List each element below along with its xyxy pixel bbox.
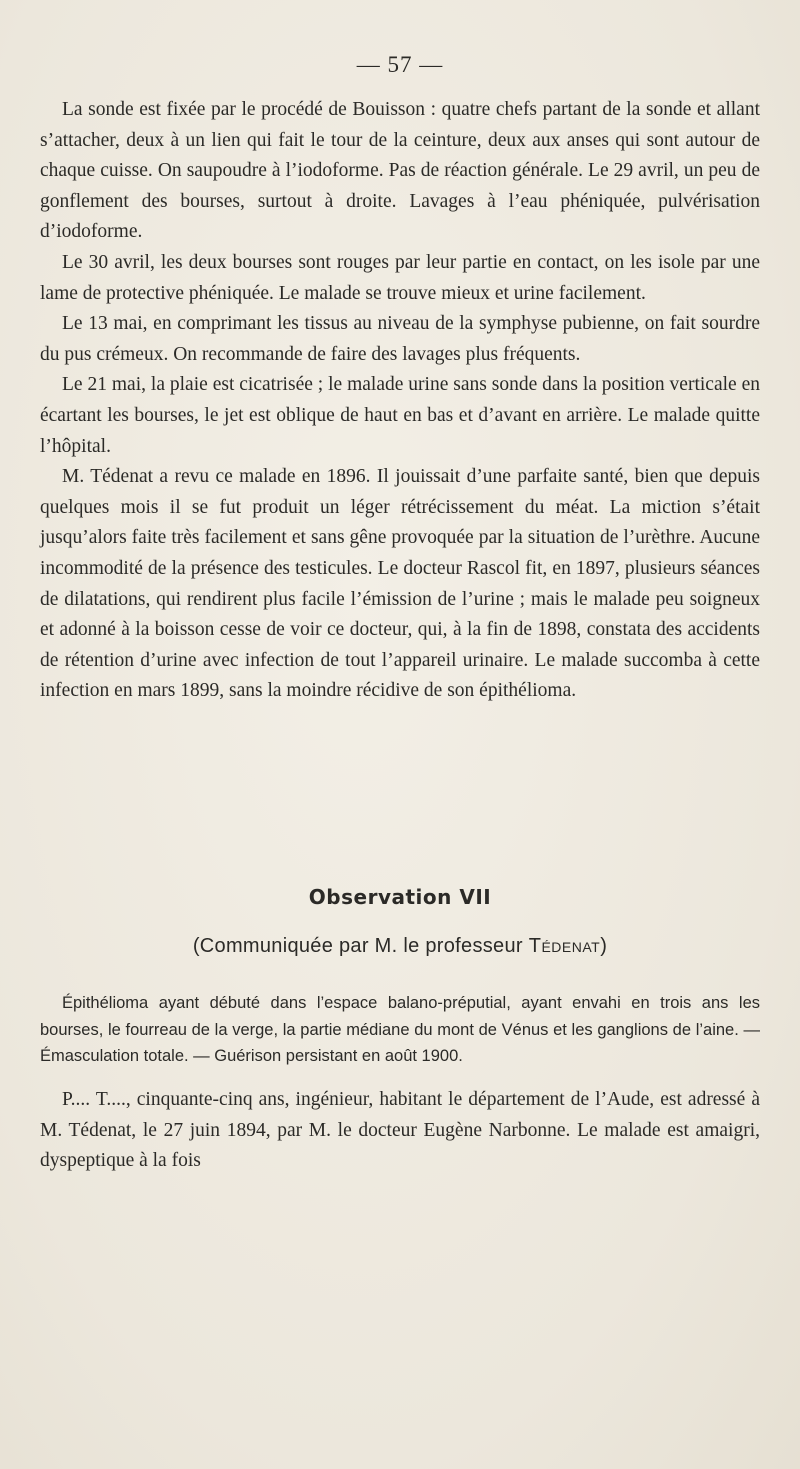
paragraph-patient-intro: P.... T...., cinquante-cinq ans, ingénieur, habitant le département de l’Aude, est adressé à M. Tédenat, le 27 juin 1894, par M. le docteur Eugène Narbonne. Le malade est amaigri, dyspeptique à la fois <box>40 1089 760 1172</box>
observation-title: Observation VII <box>308 885 492 909</box>
paragraph-21-mai: Le 21 mai, la plaie est cicatrisée ; le malade urine sans sonde dans la position verticale en écartant les bourses, le jet est oblique de haut en bas et d’avant en arrière. Le malade quitte l’hôpital. <box>40 374 760 457</box>
page-number: — 57 — <box>356 52 444 77</box>
paragraph-13-mai: Le 13 mai, en comprimant les tissus au niveau de la symphyse pubienne, on fait sourdre du pus crémeux. On recommande de faire des lavages plus fréquents. <box>40 313 760 365</box>
communicated-suffix: ) <box>600 935 608 957</box>
paragraph-30-avril: Le 30 avril, les deux bourses sont rouges par leur partie en contact, on les isole par une lame de protective phéniquée. Le malade se trouve mieux et urine facilement. <box>40 251 760 304</box>
body-text <box>40 95 760 707</box>
paragraph-tedenat-revu: M. Tédenat a revu ce malade en 1896. Il jouissait d’une parfaite santé, bien que depuis quelques mois il se fut produit un léger rétrécissement du méat. La miction s’était jusqu’alors faite très facilement et sans gêne provoquée par la situation de l’urèthre. Aucune incommodité de la présence des testicules. Le docteur Rascol fit, en 1897, plusieurs séances de dilatations, qui rendirent plus facile l’émission de l’urine ; mais le malade peu soigneux et adonné à la boisson cesse de voir ce docteur, qui, à la fin de 1898, constata des accidents de rétention d’urine avec infection de tout l’appareil urinaire. Le malade succomba à cette infection en mars 1899, sans la moindre récidive de son épithélioma. <box>40 466 760 702</box>
observation-summary: Épithélioma ayant débuté dans l’espace balano-préputial, ayant envahi en trois ans les bourses, le fourreau de la verge, la partie médiane du mont de Vénus et les ganglions de l’aine. — Émasculation totale. — Guérison persistant en août 1900. <box>40 994 760 1065</box>
communicated-name: Tédenat <box>528 935 601 957</box>
observation-communicated <box>40 935 760 958</box>
communicated-prefix: (Communiquée par M. le professeur <box>192 935 529 957</box>
paragraph-sonde: La sonde est fixée par le procédé de Bouisson : quatre chefs partant de la sonde et allant s’attacher, deux à un lien qui fait le tour de la ceinture, deux aux anses qui sont autour de chaque cuisse. On saupoudre à l’iodoforme. Pas de réaction générale. Le 29 avril, un peu de gonflement des bourses, surtout à droite. Lavages à l’eau phéniquée, pulvérisation d’iodoforme. <box>40 99 760 243</box>
